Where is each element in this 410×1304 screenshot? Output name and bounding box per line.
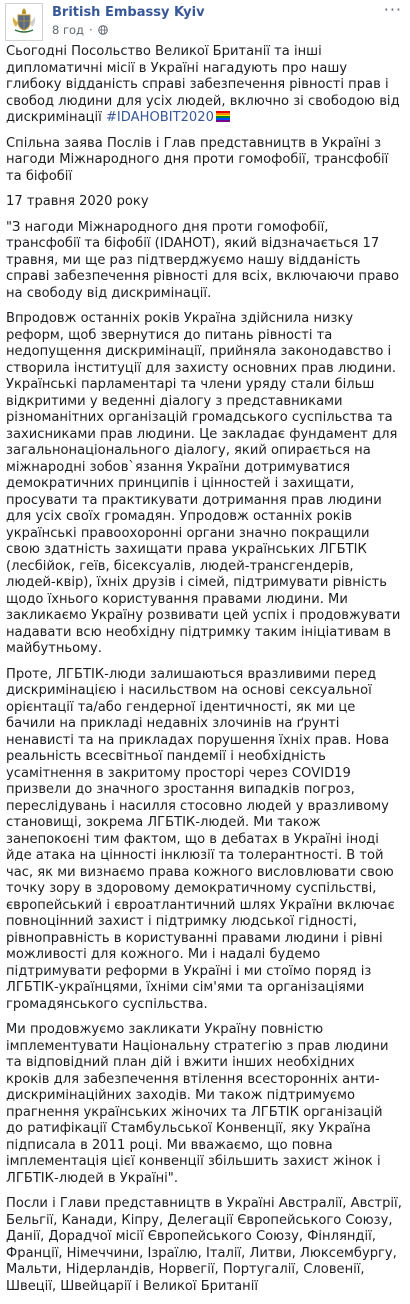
post-timestamp[interactable]: 8 год [52,23,85,37]
post-paragraph [6,44,402,127]
meta-separator: · [89,23,93,37]
statement-date: 17 травня 2020 року [6,194,149,209]
globe-icon[interactable] [98,25,108,35]
statement-title: Спільна заява Послів і Глав представництв в Україні з нагоди Міжнародного дня проти гомофобії, трансфобії та біфобії [6,135,389,184]
more-icon[interactable]: ··· [383,0,402,19]
post-paragraph: Впродовж останніх років Україна здійснила низку реформ, щоб звернутися до питань рівності та недопущення дискримінації, прийняла законодавство і створила інституції для захисту основних прав людини. Українські парламентарі та члени уряду стали більш відкритими у веденні діалогу з представниками різноманітних організацій громадського суспільства та захисниками прав людини. Це закладає фундамент для загальнонаціонального діалогу, який опирається на міжнародні зобов`язання України дотримуватися демократичних принципів і цінностей і захищати, просувати та практикувати дотримання прав людини для усіх своїх громадян. Упродовж останніх років українські правоохоронні органи значно покращили свою здатність захищати права українських ЛГБТІК (лесбійок, геїв, бісексуалів, людей-трансгендерів, людей-квір), їхніх друзів і сімей, підтримувати рівність щодо їхнього користування правами людини. Ми закликаємо Україну розвивати цей успіх і продовжувати надавати всю необхідну підтримку таким ініціативам в майбутньому. [6,311,401,656]
post-paragraph: Проте, ЛГБТІК-люди залишаються вразливими перед дискримінацією і насильством на основі сексуальної орієнтації та/або гендерної ідентичності, як ми це бачили на прикладі недавніх злочинів на ґрунті ненависті та на прикладах порушення їхніх прав. Нова реальність всесвітньої пандемії і необхідність усамітнення в закритому просторі через COVID19 призвели до значного зростання випадків погроз, переслідувань і насилля стосовно людей у вразливому становищі, зокрема ЛГБТІК-людей. Ми також занепокоєні тим фактом, що в дебатах в Україні іноді йде атака на цінності інклюзії та толерантності. В той час, як ми визнаємо права кожного висловлювати свою точку зору в здоровому демократичному суспільстві, європейський і євроатлантичний шлях України включає повноцінний захист і підтримку людської гідності, рівноправність в користуванні правами людини і рівні можливості для кожного. Ми і надалі будемо підтримувати реформи в Україні і ми стоїмо поряд із ЛГБТІК-українцями, їхніми сім'ями та організаціями громадянського суспільства. [6,666,395,1012]
post-paragraph: "З нагоди Міжнародного дня проти гомофобії, трансфобії та біфобії (IDAHOT), який відзначається 17 травня, ми ще раз підтверджуємо нашу відданість справі забезпечення рівності для всіх, включаючи право на свободу від дискримінації. [6,219,400,301]
post-paragraph: Ми продовжуємо закликати Україну повністю імплементувати Національну стратегію з прав людини та відповідний план дій і вжити інших необхідних кроків для забезпечення втілення всесторонніх анти-дискримінаційних заходів. Ми також підтримуємо прагнення українських жіночих та ЛГБТІК організацій до ратифікації Стамбульської Конвенції, яку Україна підписала в 2011 році. Ми вважаємо, що повна імплементація цієї конвенції збільшить захист жінок і ЛГБТІК-людей в Україні". [6,1022,389,1186]
page-avatar[interactable] [5,3,43,41]
post-meta [52,23,108,37]
signatories-paragraph: Посли і Глави представництв в Україні Австралії, Австрії, Бельгії, Канади, Кіпру, Делегації Європейського Союзу, Данії, Дорадчої місії Європейського Союзу, Фінляндії, Франції, Німеччини, Ізраїлю, Італії, Литви, Люксембургу, Мальти, Нідерландів, Норвегії, Португалії, Словенії, Швеції, Швейцарії і Великої Британії [6,1196,402,1294]
rainbow-flag-icon [216,111,230,122]
post-body [6,44,402,1304]
hashtag-link[interactable]: #IDAHOBIT2020 [105,110,214,125]
post-header [5,0,402,43]
royal-coat-of-arms-icon [9,5,39,39]
page-name-link[interactable]: British Embassy Kyiv [52,5,205,20]
paragraph-text: Сьогодні Посольство Великої Британії та інші дипломатичні місії в Україні нагадують про нашу глибоку відданість справі забезпечення рівності прав і свобод людини для усіх людей, включно зі свободою від дискримінації [6,44,400,125]
